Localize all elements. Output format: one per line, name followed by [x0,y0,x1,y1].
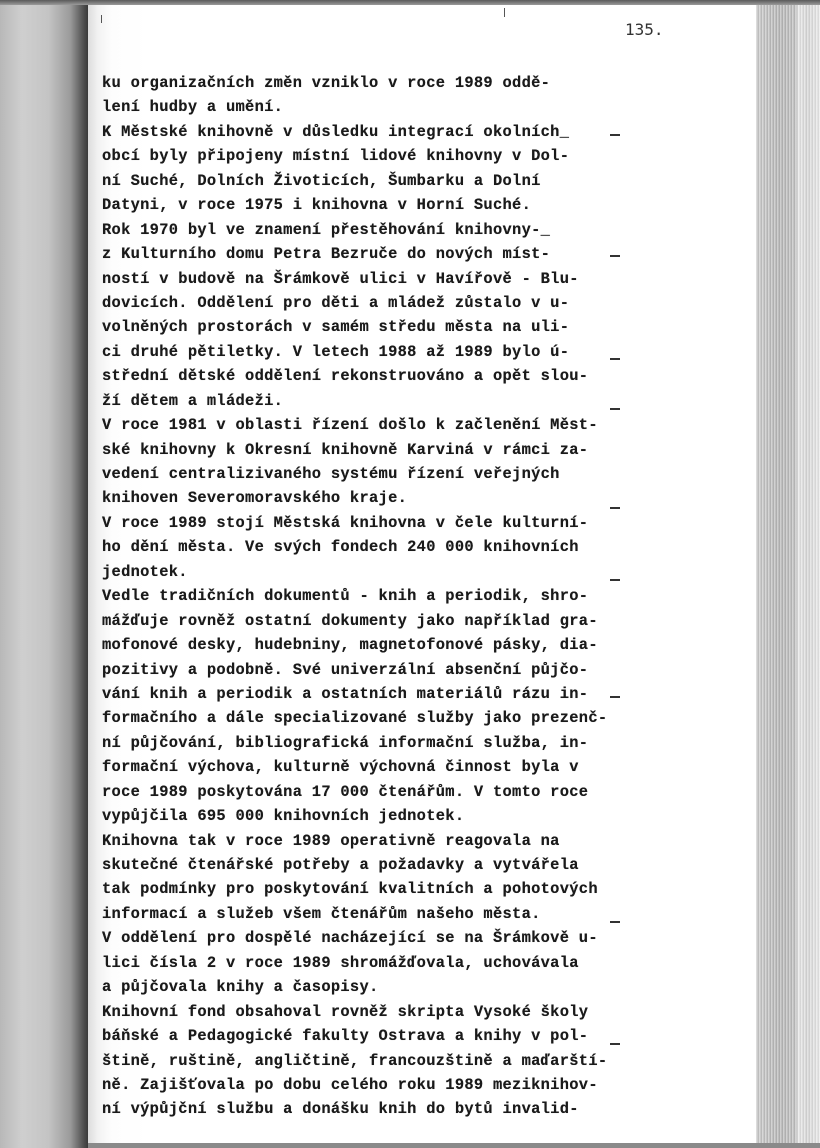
text-line: V roce 1981 v oblasti řízení došlo k začlenění Měst- [102,416,598,435]
text-line: lici čísla 2 v roce 1989 shromážďovala, uchovávala [102,953,579,972]
text-line: formační výchova, kulturně výchovná činnost byla v [102,758,579,777]
text-line: formačního a dále specializované služby jako prezenč- [102,709,608,728]
margin-mark [610,134,620,136]
text-line: roce 1989 poskytována 17 000 čtenářům. V tomto roce [102,782,589,801]
text-line: vypůjčila 695 000 knihovních jednotek. [102,807,465,826]
text-line: pozitivy a podobně. Své univerzální absenční půjčo- [102,660,589,679]
text-line: vání knih a periodik a ostatních materiálů rázu in- [102,684,589,703]
text-line: štině, ruštině, angličtině, francouzštině a maďarští- [102,1051,608,1070]
margin-mark [610,696,620,698]
typewritten-body [102,71,662,1122]
text-line: ností v budově na Šrámkově ulici v Havířově - Blu- [102,269,579,288]
text-line: skutečné čtenářské potřeby a požadavky a vytvářela [102,856,579,874]
text-line: mážďuje rovněž ostatní dokumenty jako například gra- [102,611,598,630]
text-line: Knihovna tak v roce 1989 operativně reagovala na [102,831,560,850]
text-line: knihoven Severomoravského kraje. [102,489,408,508]
margin-mark [610,507,620,509]
text-line: V oddělení pro dospělé nacházející se na Šrámkově u- [102,929,598,948]
page-stack-edge [756,5,820,1148]
text-line: Knihovní fond obsahoval rovněž skripta Vysoké školy [102,1002,589,1021]
text-line: ní výpůjční službu a donášku knih do bytů invalid- [102,1100,579,1119]
margin-mark [610,408,620,410]
text-line: informací a služeb všem čtenářům našeho města. [102,904,541,923]
margin-mark [610,1043,620,1045]
scan-bottom-edge [88,1143,820,1148]
stray-mark-center [504,8,505,17]
margin-mark [610,921,620,923]
text-line: Vedle tradičních dokumentů - knih a periodik, shro- [102,587,589,606]
margin-mark [610,579,620,581]
text-line: ží dětem a mládeži. [102,391,284,410]
text-line: ně. Zajišťovala po dobu celého roku 1989 meziknihov- [102,1075,598,1094]
text-line: ci druhé pětiletky. V letech 1988 až 1989 bylo ú- [102,342,570,361]
text-line: lení hudby a umění. [102,98,284,117]
text-line: jednotek. [102,562,188,581]
text-line: mofonové desky, hudebniny, magnetofonové pásky, dia- [102,636,598,655]
text-line: V roce 1989 stojí Městská knihovna v čele kulturní- [102,513,589,532]
text-line: střední dětské oddělení rekonstruováno a opět slou- [102,367,589,386]
page-number: 135. [625,20,664,39]
stray-mark-left [101,15,102,23]
text-line: ho dění města. Ve svých fondech 240 000 knihovních [102,538,579,557]
text-line: ní půjčování, bibliografická informační služba, in- [102,733,589,752]
margin-mark [610,255,620,257]
text-line: obcí byly připojeny místní lidové knihovny v Dol- [102,147,570,166]
text-line: ské knihovny k Okresní knihovně Karviná v rámci za- [102,440,589,459]
text-line: ní Suché, Dolních Životicích, Šumbarku a Dolní [102,171,541,190]
text-line: dovicích. Oddělení pro děti a mládež zůstalo v u- [102,293,570,312]
text-line: volněných prostorách v samém středu města na uli- [102,318,570,337]
text-line: vedení centralizivaného systému řízení veřejných [102,465,560,483]
text-line: a půjčovala knihy a časopisy. [102,978,379,997]
text-line: ku organizačních změn vzniklo v roce 1989 oddě- [102,74,551,92]
margin-mark [610,358,620,360]
facing-page-shadow [0,5,88,1148]
text-line: K Městské knihovně v důsledku integrací okolních_ [102,122,570,141]
text-line: tak podmínky pro poskytování kvalitních a pohotových [102,880,598,899]
text-line: Rok 1970 byl ve znamení přestěhování knihovny-_ [102,220,551,239]
text-line: báňské a Pedagogické fakulty Ostrava a knihy v pol- [102,1027,589,1046]
text-line: Datyni, v roce 1975 i knihovna v Horní Suché. [102,196,532,215]
text-line: z Kulturního domu Petra Bezruče do nových míst- [102,245,551,264]
